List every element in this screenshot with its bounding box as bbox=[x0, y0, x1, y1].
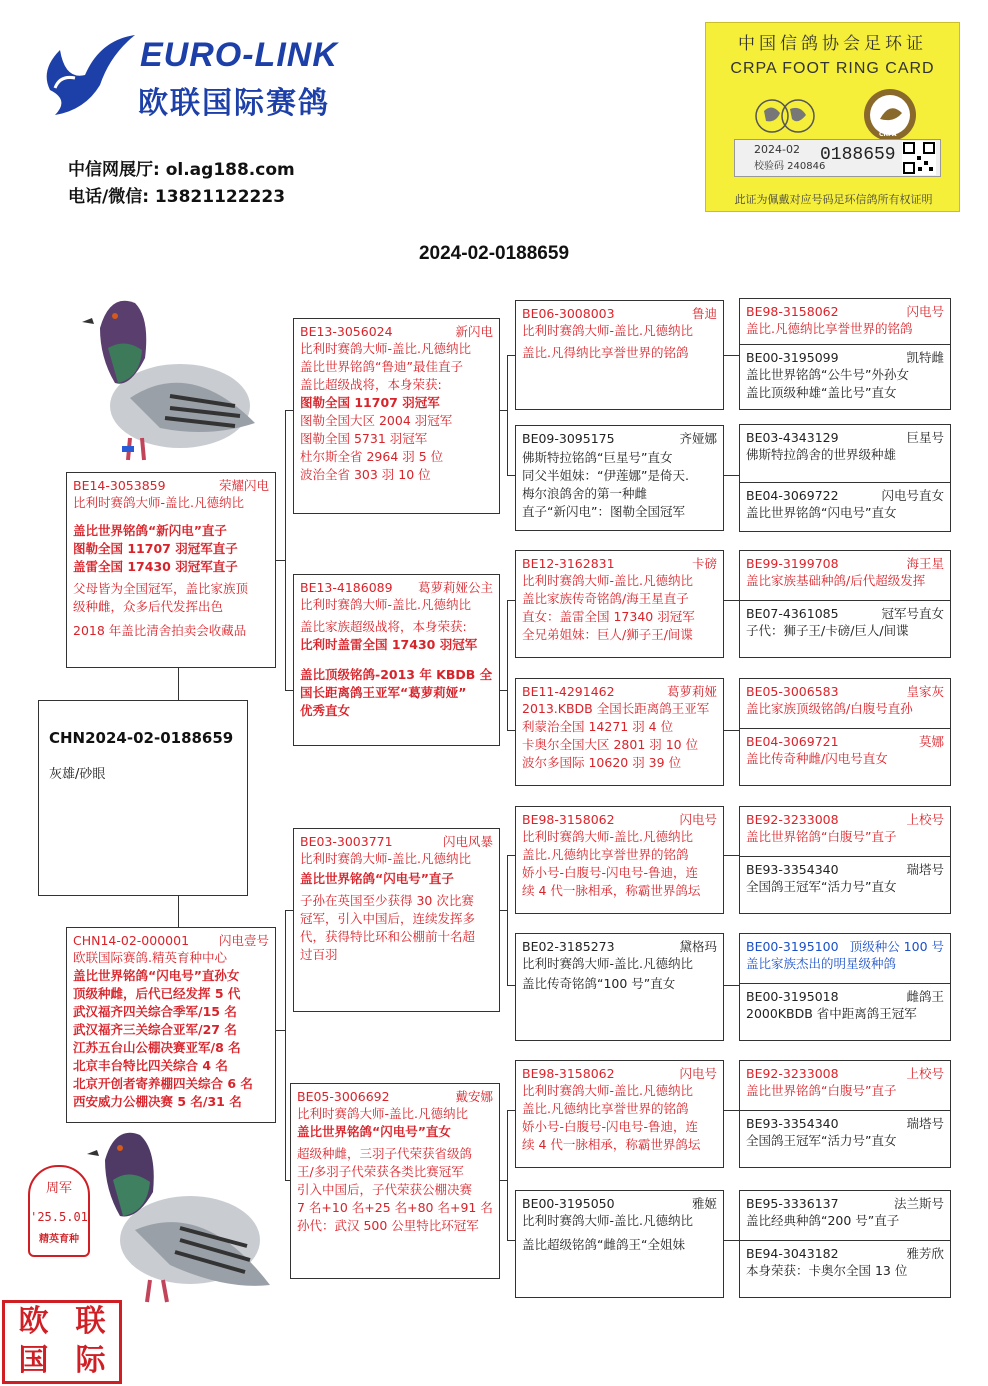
dd-ring: BE05-3006692 bbox=[297, 1089, 390, 1104]
g4-box-3 bbox=[739, 550, 951, 658]
g3-name: 闪电号 bbox=[679, 812, 717, 827]
logo-en: EURO-LINK bbox=[140, 36, 338, 74]
pedigree-title: 2024-02-0188659 bbox=[418, 243, 570, 264]
g4-ring: BE94-3043182 bbox=[746, 1246, 839, 1261]
g3-line: 续 4 代一脉相承，称霸世界鸽坛 bbox=[522, 883, 701, 898]
g3-ring: BE98-3158062 bbox=[522, 812, 615, 827]
ss-line: 图勒全国 11707 羽冠军 bbox=[300, 395, 440, 410]
sire-line: 2018 年盖比清舍拍卖会收藏品 bbox=[73, 623, 247, 638]
g4-name: 雅芳欣 bbox=[906, 1246, 944, 1261]
g4-line: 盖比家族顶级铭鸽/白腹号直孙 bbox=[746, 701, 913, 716]
g3-name: 雅姬 bbox=[691, 1196, 717, 1211]
g3-line: 续 4 代一脉相承，称霸世界鸽坛 bbox=[522, 1137, 701, 1152]
sd-line: 国长距离鸽王亚军“葛萝莉娅” bbox=[300, 685, 467, 700]
sire-line: 盖比世界铭鸽“新闪电”直子 bbox=[73, 523, 227, 538]
dd-line: 盖比世界铭鸽“闪电号”直女 bbox=[297, 1124, 451, 1139]
ds-box bbox=[293, 828, 500, 1012]
sd-line: 优秀直女 bbox=[300, 703, 351, 718]
g3-name: 鲁迪 bbox=[691, 306, 717, 321]
g4-box-7 bbox=[739, 1060, 951, 1168]
g4-line: 全国鸽王冠军“活力号”直女 bbox=[746, 879, 897, 894]
g4-name: 海王星 bbox=[906, 556, 944, 571]
g4-ring: BE00-3195100 bbox=[746, 939, 839, 954]
pigeon-photo-sire bbox=[70, 288, 260, 468]
g4-ring: BE99-3199708 bbox=[746, 556, 839, 571]
g3-line: 佛斯特拉铭鸽“巨星号”直女 bbox=[522, 450, 673, 465]
sire-line: 级种雌，众多后代发挥出色 bbox=[73, 599, 224, 614]
g4-ring: BE04-3069721 bbox=[746, 734, 839, 749]
g4-line: 本身荣获：卡奥尔全国 13 位 bbox=[746, 1263, 908, 1278]
g4-name: 瑞塔号 bbox=[906, 1116, 944, 1131]
sd-name: 葛萝莉娅公主 bbox=[417, 580, 493, 595]
g4-line: 盖比世界铭鸽“白腹号”直子 bbox=[746, 829, 897, 844]
g4-line: 盖比家族基础种鸽/后代超级发挥 bbox=[746, 573, 926, 588]
dd-line: 王/多羽子代荣获各类比赛冠军 bbox=[297, 1164, 464, 1179]
red-seal bbox=[2, 1300, 122, 1384]
dam-line: 北京丰台特比四关综合 4 名 bbox=[73, 1058, 228, 1073]
bird-logo-icon bbox=[30, 30, 140, 120]
sd-line: 比利时赛鸽大师-盖比.凡德纳比 bbox=[300, 597, 471, 612]
ds-line: 代，获得特比环和公棚前十名超 bbox=[300, 929, 476, 944]
g4-ring: BE93-3354340 bbox=[746, 1116, 839, 1131]
g3-line: 比利时赛鸽大师-盖比.凡德纳比 bbox=[522, 956, 693, 971]
g3-line: 盖比.凡德纳比享誉世界的铭鸽 bbox=[522, 1101, 689, 1116]
g3-line: 比利时赛鸽大师-盖比.凡德纳比 bbox=[522, 1083, 693, 1098]
g3-line: 盖比超级铭鸽“雌鸽王“全姐妹 bbox=[522, 1237, 685, 1252]
g4-line: 全国鸽王冠军“活力号”直女 bbox=[746, 1133, 897, 1148]
g4-line: 盖比世界铭鸽“闪电号”直女 bbox=[746, 505, 897, 520]
g3-ring: BE02-3185273 bbox=[522, 939, 615, 954]
g4-line: 佛斯特拉鸽舍的世界级种雄 bbox=[746, 447, 897, 462]
globe-seal-icon bbox=[754, 91, 816, 141]
g4-name: 上校号 bbox=[906, 812, 944, 827]
g4-line: 盖比顶级种雄“盖比号”直女 bbox=[746, 385, 897, 400]
g3-line: 利蒙治全国 14271 羽 4 位 bbox=[522, 719, 674, 734]
g3-line: 盖比.凡德纳比享誉世界的铭鸽 bbox=[522, 847, 689, 862]
sire-line: 比利时赛鸽大师-盖比.凡德纳比 bbox=[73, 495, 244, 510]
dam-ring: CHN14-02-000001 bbox=[73, 933, 190, 948]
subject-box bbox=[38, 700, 248, 896]
g3-name: 闪电号 bbox=[679, 1066, 717, 1081]
dd-name: 戴安娜 bbox=[455, 1089, 493, 1104]
g3-line: 梅尔浪鸽舍的第一种雌 bbox=[522, 486, 648, 501]
ds-ring: BE03-3003771 bbox=[300, 834, 393, 849]
phone-text: 电话/微信: 13821122223 bbox=[68, 187, 286, 207]
ring-year: 2024-02 bbox=[754, 143, 800, 156]
g3-ring: BE06-3008003 bbox=[522, 306, 615, 321]
ss-line: 比利时赛鸽大师-盖比.凡德纳比 bbox=[300, 341, 471, 356]
sire-box bbox=[66, 472, 276, 668]
sire-line: 父母皆为全国冠军，盖比家族顶 bbox=[73, 581, 249, 596]
seal-char: 国 bbox=[18, 1343, 49, 1378]
g4-line: 子代：狮子王/卡磅/巨人/间谍 bbox=[746, 623, 909, 638]
ss-box bbox=[293, 318, 500, 514]
dam-line: 西安威力公棚决赛 5 名/31 名 bbox=[73, 1094, 242, 1109]
g4-line: 盖比.凡德纳比享誉世界的铭鸽 bbox=[746, 321, 913, 336]
dd-line: 7 名+10 名+25 名+80 名+91 名 bbox=[297, 1200, 493, 1215]
g3-name: 葛萝莉娅 bbox=[666, 684, 717, 699]
dd-box bbox=[290, 1083, 500, 1279]
ds-line: 子孙在英国至少获得 30 次比赛 bbox=[300, 893, 474, 908]
dam-name: 闪电壹号 bbox=[218, 933, 269, 948]
ring-card bbox=[705, 22, 960, 212]
g3-box-4 bbox=[515, 678, 724, 786]
stamp-date: '25.5.01 bbox=[30, 1210, 88, 1224]
ss-line: 图勒全国大区 2004 羽冠军 bbox=[300, 413, 453, 428]
dam-line: 北京开创者寄养棚四关综合 6 名 bbox=[73, 1076, 253, 1091]
ds-line: 过百羽 bbox=[300, 947, 338, 962]
sd-line: 盖比家族超级战将，本身荣获: bbox=[300, 619, 467, 634]
qr-code-icon bbox=[902, 141, 936, 175]
ss-line: 杜尔斯全省 2964 羽 5 位 bbox=[300, 449, 444, 464]
g4-box-4 bbox=[739, 678, 951, 786]
g3-ring: BE12-3162831 bbox=[522, 556, 615, 571]
g4-line: 盖比家族杰出的明星级种鸽 bbox=[746, 956, 897, 971]
sire-line: 盖雷全国 17430 羽冠军直子 bbox=[73, 559, 238, 574]
g4-box-8 bbox=[739, 1190, 951, 1298]
g4-box-6 bbox=[739, 933, 951, 1041]
g4-ring: BE95-3336137 bbox=[746, 1196, 839, 1211]
g3-line: 盖比传奇铭鸽“100 号”直女 bbox=[522, 976, 676, 991]
g4-name: 法兰斯号 bbox=[893, 1196, 944, 1211]
sire-name: 荣耀闪电 bbox=[218, 478, 269, 493]
g3-line: 比利时赛鸽大师-盖比.凡德纳比 bbox=[522, 573, 693, 588]
g3-line: 比利时赛鸽大师-盖比.凡德纳比 bbox=[522, 323, 693, 338]
g3-line: 直女：盖雷全国 17340 羽冠军 bbox=[522, 609, 695, 624]
g4-ring: BE05-3006583 bbox=[746, 684, 839, 699]
crpa-seal-label: CRPA bbox=[879, 131, 897, 138]
stamp-top: 周军 bbox=[45, 1181, 72, 1196]
g4-ring: BE92-3233008 bbox=[746, 812, 839, 827]
g3-line: 比利时赛鸽大师-盖比.凡德纳比 bbox=[522, 829, 693, 844]
g4-box-2 bbox=[739, 424, 951, 532]
g4-name: 闪电号 bbox=[906, 304, 944, 319]
sire-ring: BE14-3053859 bbox=[73, 478, 166, 493]
ds-line: 冠军，引入中国后，连续发挥多 bbox=[300, 911, 476, 926]
ds-name: 闪电风暴 bbox=[442, 834, 493, 849]
dd-line: 引入中国后，子代荣获公棚决赛 bbox=[297, 1182, 473, 1197]
g3-ring: BE00-3195050 bbox=[522, 1196, 615, 1211]
g4-line: 盖比世界铭鸽“公牛号”外孙女 bbox=[746, 367, 909, 382]
ring-number: 0188659 bbox=[820, 145, 896, 165]
dam-line: 盖比世界铭鸽“闪电号”直孙女 bbox=[73, 968, 240, 983]
g4-name: 莫娜 bbox=[918, 734, 944, 749]
g4-line: 2000KBDB 省中距离鸽王冠军 bbox=[746, 1006, 917, 1021]
g4-ring: BE04-3069722 bbox=[746, 488, 839, 503]
g3-line: 娇小号-白腹号-闪电号-鲁迪，连 bbox=[522, 865, 699, 880]
dd-line: 比利时赛鸽大师-盖比.凡德纳比 bbox=[297, 1106, 468, 1121]
dd-line: 超级种雌，三羽子代荣获省级鸽 bbox=[297, 1146, 473, 1161]
g3-box-5 bbox=[515, 806, 724, 914]
ds-line: 比利时赛鸽大师-盖比.凡德纳比 bbox=[300, 851, 471, 866]
g4-ring: BE07-4361085 bbox=[746, 606, 839, 621]
g4-ring: BE92-3233008 bbox=[746, 1066, 839, 1081]
g3-box-8 bbox=[515, 1190, 724, 1298]
g4-name: 皇家灰 bbox=[906, 684, 944, 699]
date-stamp bbox=[28, 1165, 90, 1257]
dam-line: 武汉福齐三关综合亚军/27 名 bbox=[73, 1022, 237, 1037]
g3-line: 娇小号-白腹号-闪电号-鲁迪，连 bbox=[522, 1119, 699, 1134]
g3-line: 同父半姐妹：“伊莲娜”是倚天. bbox=[522, 468, 689, 483]
g4-ring: BE03-4343129 bbox=[746, 430, 839, 445]
subject-ring: CHN2024-02-0188659 bbox=[49, 729, 234, 747]
g3-box-3 bbox=[515, 550, 724, 658]
g4-name: 凯特雌 bbox=[906, 350, 944, 365]
g4-box-1 bbox=[739, 298, 951, 410]
g4-name: 上校号 bbox=[906, 1066, 944, 1081]
ring-card-title-en: CRPA FOOT RING CARD bbox=[730, 60, 935, 77]
g4-line: 盖比世界铭鸽“白腹号”直子 bbox=[746, 1083, 897, 1098]
g3-line: 直子“新闪电”：图勒全国冠军 bbox=[522, 504, 685, 519]
seal-char: 联 bbox=[75, 1304, 106, 1339]
g4-ring: BE93-3354340 bbox=[746, 862, 839, 877]
ss-line: 盖比世界铭鸽“鲁迪”最佳直子 bbox=[300, 359, 463, 374]
sd-line: 比利时盖雷全国 17430 羽冠军 bbox=[300, 637, 478, 652]
g3-line: 2013.KBDB 全国长距离鸽王亚军 bbox=[522, 701, 710, 716]
seal-char: 欧 bbox=[18, 1304, 49, 1339]
g3-line: 盖比家族传奇铭鸽/海王星直子 bbox=[522, 591, 689, 606]
dam-line: 江苏五台山公棚决赛亚军/8 名 bbox=[73, 1040, 241, 1055]
g4-box-5 bbox=[739, 806, 951, 914]
g4-name: 雌鸽王 bbox=[906, 989, 944, 1004]
g3-ring: BE11-4291462 bbox=[522, 684, 615, 699]
g4-ring: BE00-3195018 bbox=[746, 989, 839, 1004]
pigeon-photo-dam bbox=[75, 1120, 275, 1320]
g4-line: 盖比经典种鸽“200 号”直子 bbox=[746, 1213, 900, 1228]
ss-name: 新闪电 bbox=[455, 324, 493, 339]
g3-line: 波尔多国际 10620 羽 39 位 bbox=[522, 755, 682, 770]
ring-card-title-cn: 中国信鸽协会足环证 bbox=[738, 34, 927, 54]
g3-box-2 bbox=[515, 425, 724, 531]
dam-line: 武汉福齐四关综合季军/15 名 bbox=[73, 1004, 237, 1019]
dam-line: 顶级种雌，后代已经发挥 5 代 bbox=[73, 986, 241, 1001]
g3-box-7 bbox=[515, 1060, 724, 1168]
g3-box-1 bbox=[515, 300, 724, 410]
g3-name: 齐娅娜 bbox=[679, 431, 717, 446]
ds-line: 盖比世界铭鸽“闪电号”直子 bbox=[300, 871, 454, 886]
g3-ring: BE98-3158062 bbox=[522, 1066, 615, 1081]
sd-line: 盖比顶级铭鸽-2013 年 KBDB 全 bbox=[300, 667, 493, 682]
ss-line: 波治全省 303 羽 10 位 bbox=[300, 467, 431, 482]
sire-line: 图勒全国 11707 羽冠军直子 bbox=[73, 541, 238, 556]
g3-line: 全兄弟姐妹：巨人/狮子王/间谍 bbox=[522, 627, 693, 642]
g4-ring: BE98-3158062 bbox=[746, 304, 839, 319]
dam-box bbox=[66, 927, 276, 1123]
g3-line: 盖比.凡得纳比享誉世界的铭鸽 bbox=[522, 345, 689, 360]
seal-char: 际 bbox=[75, 1343, 106, 1378]
g3-name: 卡磅 bbox=[691, 556, 717, 571]
g4-name: 闪电号直女 bbox=[881, 488, 944, 503]
g3-ring: BE09-3095175 bbox=[522, 431, 615, 446]
ss-line: 盖比超级战将，本身荣获: bbox=[300, 377, 442, 392]
g3-box-6 bbox=[515, 933, 724, 1041]
g3-line: 卡奥尔全国大区 2801 羽 10 位 bbox=[522, 737, 699, 752]
g4-ring: BE00-3195099 bbox=[746, 350, 839, 365]
g4-name: 顶级种公 100 号 bbox=[849, 939, 944, 954]
sd-box bbox=[293, 574, 500, 746]
ring-card-footer: 此证为佩戴对应号码足环信鸽所有权证明 bbox=[734, 193, 933, 206]
stamp-bottom: 精英育种 bbox=[39, 1234, 79, 1245]
subject-desc: 灰雄/砂眼 bbox=[49, 767, 106, 782]
g4-name: 巨星号 bbox=[906, 430, 944, 445]
sd-ring: BE13-4186089 bbox=[300, 580, 393, 595]
dam-line: 欧联国际赛鸽.精英育种中心 bbox=[73, 950, 227, 965]
g4-name: 瑞塔号 bbox=[906, 862, 944, 877]
ss-ring: BE13-3056024 bbox=[300, 324, 393, 339]
dd-line: 孙代：武汉 500 公里特比环冠军 bbox=[297, 1218, 479, 1233]
g3-name: 黛格玛 bbox=[679, 939, 717, 954]
logo bbox=[30, 30, 370, 125]
g3-line: 比利时赛鸽大师-盖比.凡德纳比 bbox=[522, 1213, 693, 1228]
g4-name: 冠军号直女 bbox=[881, 606, 944, 621]
check-code: 校验码 240846 bbox=[754, 161, 826, 172]
g4-line: 盖比传奇种雌/闪电号直女 bbox=[746, 751, 888, 766]
logo-cn: 欧联国际赛鸽 bbox=[138, 86, 330, 121]
ss-line: 图勒全国 5731 羽冠军 bbox=[300, 431, 428, 446]
website-text: 中信网展厅: ol.ag188.com bbox=[68, 160, 295, 180]
